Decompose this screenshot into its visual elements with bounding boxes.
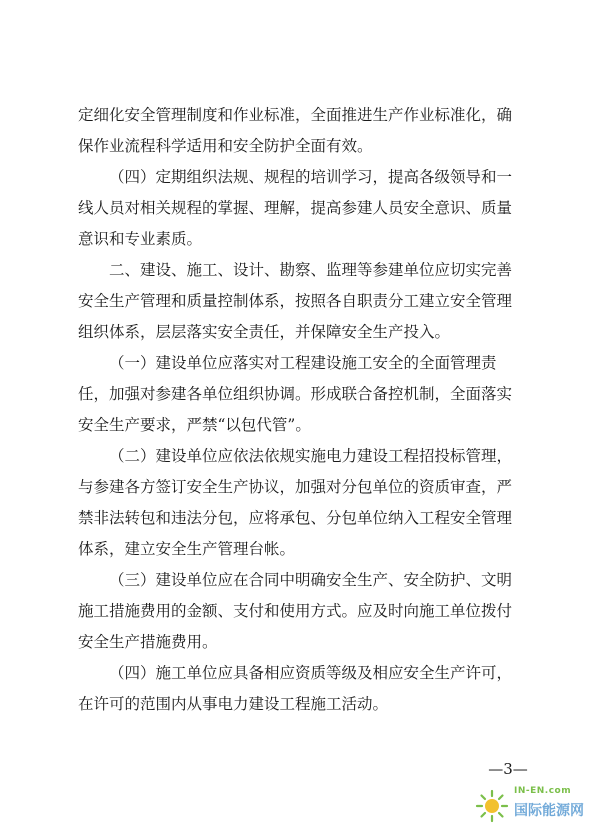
paragraph-line: 与参建各方签订安全生产协议，加强对分包单位的资质审查，严 — [78, 478, 513, 496]
paragraph-line: 组织体系，层层落实安全责任，并保障安全生产投入。 — [78, 323, 451, 341]
paragraph-line: 安全生产措施费用。 — [78, 633, 218, 651]
watermark-domain: IN-EN.com — [514, 786, 572, 796]
paragraph-line: （一）建设单位应落实对工程建设施工安全的全面管理责 — [109, 354, 497, 372]
paragraph-line: 禁非法转包和违法分包，应将承包、分包单位纳入工程安全管理 — [78, 509, 513, 527]
paragraph-line: 安全生产管理和质量控制体系，按照各自职责分工建立安全管理 — [78, 292, 513, 310]
paragraph-line: （四）施工单位应具备相应资质等级及相应安全生产许可， — [109, 664, 513, 682]
paragraph-line: 任，加强对参建各单位组织协调。形成联合备控机制，全面落实 — [78, 385, 513, 403]
paragraph-line: 施工措施费用的金额、支付和使用方式。应及时向施工单位拨付 — [78, 602, 513, 620]
paragraph-line: 定细化安全管理制度和作业标准，全面推进生产作业标准化，确 — [78, 106, 513, 124]
paragraph-line: （三）建设单位应在合同中明确安全生产、安全防护、文明 — [109, 571, 513, 589]
sun-leaf-logo-icon — [474, 788, 510, 824]
watermark — [470, 782, 600, 826]
paragraph-line: 安全生产要求，严禁“以包代管”。 — [78, 416, 311, 434]
document-body — [78, 100, 526, 720]
paragraph — [78, 255, 526, 348]
paragraph-line: 意识和专业素质。 — [78, 230, 203, 248]
paragraph — [78, 565, 526, 658]
paragraph — [78, 100, 526, 162]
paragraph-line: 在许可的范围内从事电力建设工程施工活动。 — [78, 695, 389, 713]
paragraph-line: （四）定期组织法规、规程的培训学习，提高各级领导和一 — [109, 168, 513, 186]
paragraph-line: （二）建设单位应依法依规实施电力建设工程招投标管理， — [109, 447, 513, 465]
paragraph — [78, 658, 526, 720]
paragraph-line: 保作业流程科学适用和安全防护全面有效。 — [78, 137, 373, 155]
paragraph — [78, 348, 526, 441]
paragraph-line: 体系，建立安全生产管理台帐。 — [78, 540, 296, 558]
page-number: —3— — [488, 760, 528, 778]
paragraph — [78, 441, 526, 565]
paragraph-line: 线人员对相关规程的掌握、理解，提高参建人员安全意识、质量 — [78, 199, 513, 217]
watermark-name: 国际能源网 — [514, 803, 584, 819]
paragraph-line: 二、建设、施工、设计、勘察、监理等参建单位应切实完善 — [109, 261, 513, 279]
paragraph — [78, 162, 526, 255]
